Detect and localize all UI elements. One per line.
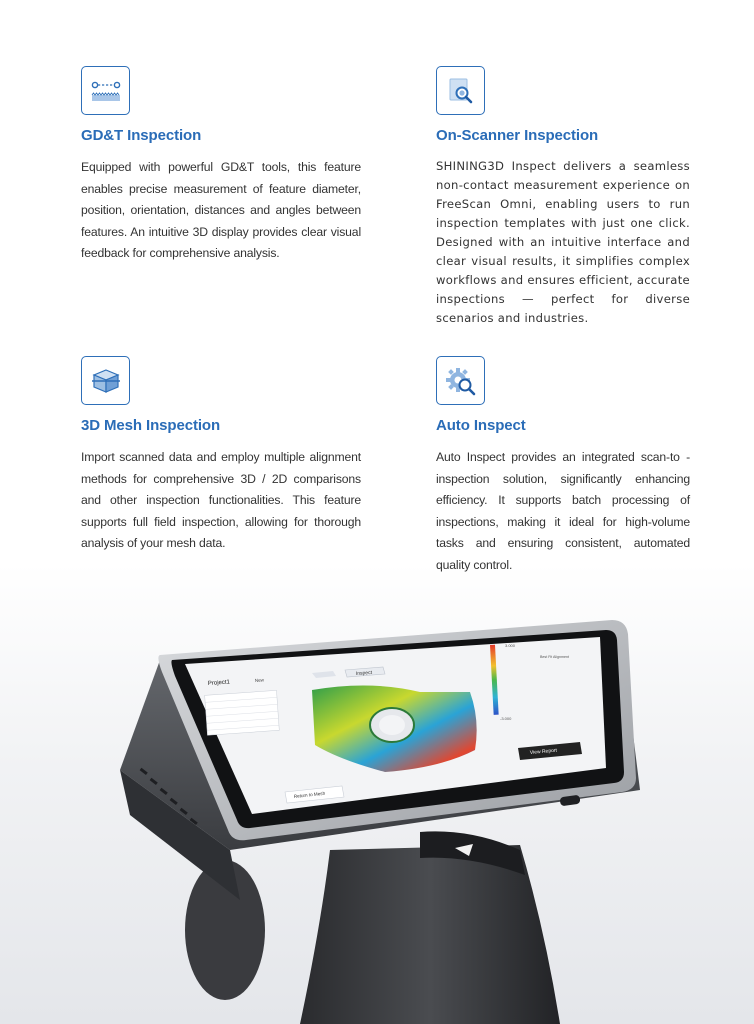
feature-gdt (81, 66, 361, 265)
feature-title: On-Scanner Inspection (436, 127, 599, 144)
feature-description: Import scanned data and employ multiple alignment methods for comprehensive 3D / 2D comparisons and other inspection functionalities. This feature supports full field inspection, allowing for thorough analysis of your mesh data. (81, 450, 361, 550)
feature-auto-inspect (436, 356, 690, 576)
feature-description: Equipped with powerful GD&T tools, this feature enables precise measurement of feature diameter, position, orientation, distances and angles between features. An intuitive 3D display provides clear visual feedback for comprehensive analysis. (81, 160, 361, 260)
magnifier-icon (436, 66, 485, 115)
new-label: New (254, 677, 265, 683)
feature-title: 3D Mesh Inspection (81, 417, 221, 434)
gdt-icon (81, 66, 130, 115)
feature-on-scanner (436, 66, 690, 328)
return-to-mesh-label: Return to Mesh (293, 790, 326, 799)
best-fit-label: Best Fit Alignment (540, 655, 569, 659)
feature-title: GD&T Inspection (81, 127, 202, 144)
colorbar-bottom-label: -3.000 (500, 716, 512, 721)
feature-mesh (81, 356, 361, 555)
feature-title: Auto Inspect (436, 417, 526, 434)
gear-search-icon (436, 356, 485, 405)
view-report-label: View Report (529, 747, 558, 756)
scanner-device-image (0, 600, 754, 1024)
project-title: Project1 (207, 679, 231, 687)
feature-description: SHINING3D Inspect delivers a seamless non-contact measurement experience on FreeScan Omni, enabling users to run inspection templates with just one click. Designed with an intuitive interface and clear visual results, it simplifies complex workflows and ensures efficient, accurate inspections — perfect for diverse scenarios and industries. (436, 159, 690, 325)
feature-description: Auto Inspect provides an integrated scan-to -inspection solution, significantly enhancing efficiency. It supports batch processing of inspections, making it ideal for high-volume tasks and ensuring consistent, automated quality control. (436, 450, 690, 572)
mesh-box-icon (81, 356, 130, 405)
inspect-tab-label: Inspect (355, 669, 373, 677)
colorbar-top-label: 3.000 (505, 643, 516, 648)
